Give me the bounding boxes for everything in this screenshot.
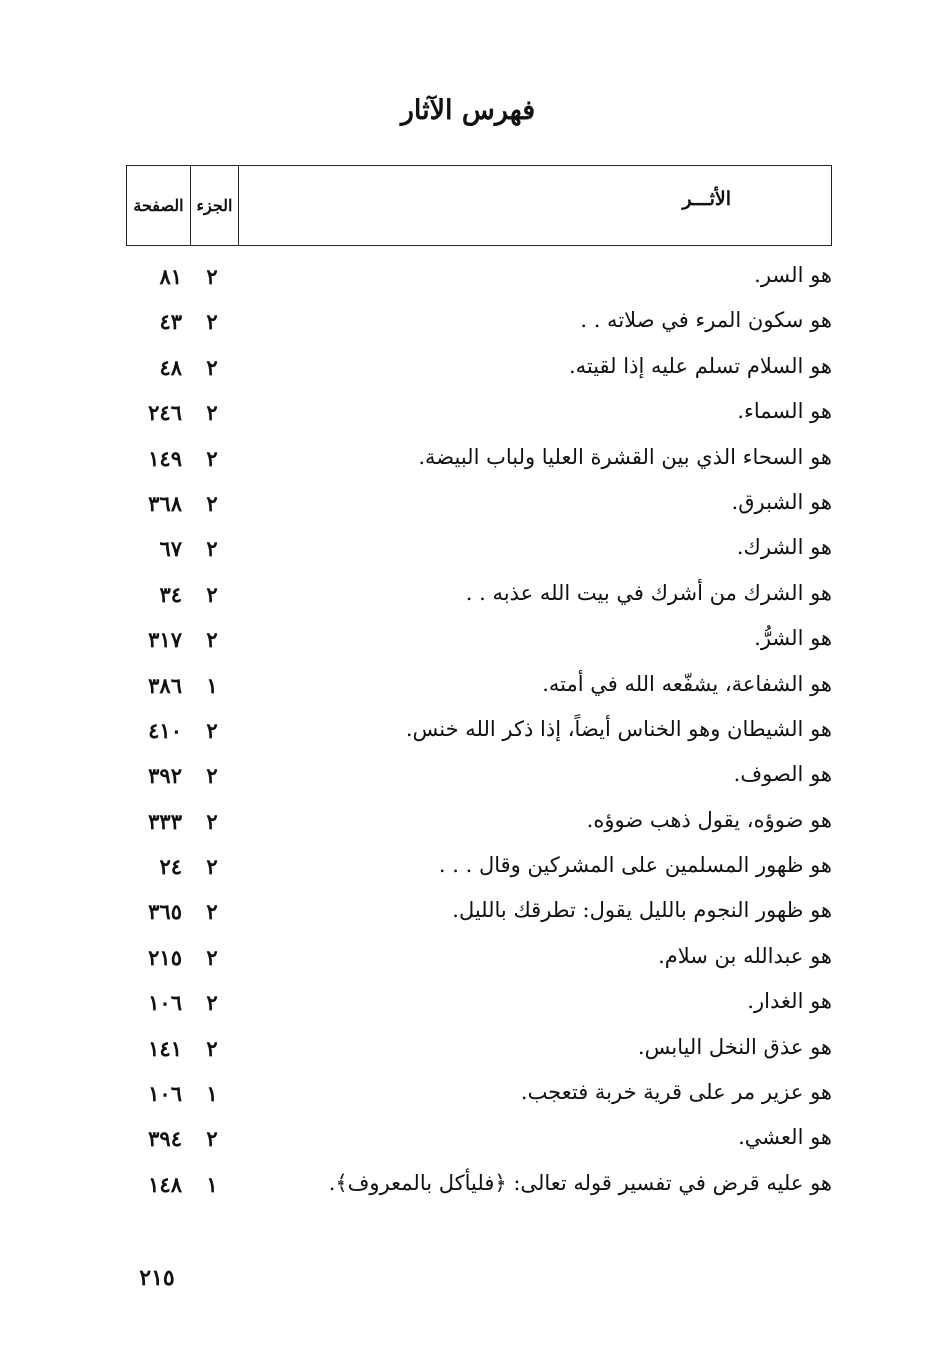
part-number: ١ — [206, 1081, 218, 1107]
index-row — [0, 302, 936, 347]
part-number: ٢ — [206, 264, 218, 289]
page-number: ٢٤ — [159, 854, 182, 880]
index-table-header — [126, 165, 832, 246]
index-row — [0, 1074, 936, 1119]
part-number: ٢ — [206, 763, 218, 789]
part-number: ٢ — [206, 354, 218, 380]
part-number: ٢ — [206, 536, 218, 562]
index-row — [0, 1119, 936, 1164]
athar-text: هو ظهور المسلمين على المشركين وقال . . . — [438, 853, 832, 878]
part-number: ٢ — [206, 445, 218, 471]
athar-text: هو الصوف. — [733, 762, 832, 787]
part-number: ٢ — [206, 899, 218, 925]
athar-text: هو سكون المرء في صلاته . . — [580, 308, 832, 333]
index-row — [0, 847, 936, 892]
index-row — [0, 620, 936, 665]
athar-text: هو ظهور النجوم بالليل يقول: تطرقك بالليل. — [452, 898, 832, 923]
page-number: ٣٣٣ — [148, 808, 182, 834]
index-row — [0, 257, 936, 302]
part-number: ٢ — [206, 309, 218, 335]
page-number: ٦٧ — [159, 536, 182, 562]
part-number: ٢ — [206, 808, 218, 834]
page-number: ٤٨ — [159, 354, 182, 380]
athar-text: هو عبدالله بن سلام. — [658, 943, 832, 968]
part-number: ٢ — [206, 944, 218, 970]
page-number: ٣٨٦ — [148, 672, 182, 698]
page-number: ١٠٦ — [148, 990, 182, 1016]
page-number: ١٤١ — [148, 1035, 182, 1061]
page-number: ٤١٠ — [148, 717, 182, 743]
column-header-page: الصفحة — [127, 166, 191, 245]
part-number: ١ — [206, 1171, 218, 1197]
part-number: ٢ — [206, 717, 218, 743]
part-number: ٢ — [206, 854, 218, 880]
part-number: ٢ — [206, 990, 218, 1016]
index-row — [0, 711, 936, 756]
part-number: ٢ — [206, 581, 218, 607]
page-number: ٢٤٦ — [148, 400, 182, 426]
part-number: ٢ — [206, 1126, 218, 1152]
index-table-body — [0, 257, 936, 1210]
athar-text: هو السحاء الذي بين القشرة العليا ولباب البيضة. — [418, 444, 832, 469]
athar-text: هو الشرُّ. — [754, 626, 832, 651]
index-row — [0, 892, 936, 937]
column-header-athar: الأثـــر — [682, 188, 731, 210]
athar-text: هو السماء. — [737, 399, 832, 424]
page-number: ١٤٩ — [148, 445, 182, 471]
index-row — [0, 348, 936, 393]
athar-text: هو الشرك. — [736, 535, 832, 560]
index-row — [0, 393, 936, 438]
athar-text: هو السر. — [754, 263, 832, 287]
index-row — [0, 938, 936, 983]
index-row — [0, 439, 936, 484]
page-number: ٤٣ — [159, 309, 182, 335]
athar-text: هو الشيطان وهو الخناس أيضاً، إذا ذكر الله خنس. — [405, 716, 832, 741]
part-number: ٢ — [206, 400, 218, 426]
athar-text: هو عزير مر على قرية خربة فتعجب. — [520, 1080, 832, 1105]
part-number: ٢ — [206, 490, 218, 516]
part-number: ٢ — [206, 627, 218, 653]
column-header-part: الجزء — [191, 166, 239, 245]
athar-text: هو الشبرق. — [731, 489, 832, 514]
index-row — [0, 484, 936, 529]
athar-text: هو السلام تسلم عليه إذا لقيته. — [568, 353, 832, 378]
index-row — [0, 529, 936, 574]
athar-text: هو الشرك من أشرك في بيت الله عذبه . . — [465, 580, 832, 605]
athar-text: هو الغدار. — [747, 989, 832, 1014]
page-title: فهرس الآثار — [400, 95, 536, 126]
page-number: ٨١ — [159, 264, 182, 289]
page-number: ٣٩٤ — [148, 1126, 182, 1152]
athar-text: هو عليه قرض في تفسير قوله تعالى: ﴿فليأكل بالمعروف﴾. — [328, 1170, 832, 1195]
page-number: ٣١٧ — [148, 627, 182, 653]
index-row — [0, 575, 936, 620]
page-number: ١٠٦ — [148, 1081, 182, 1107]
index-row — [0, 802, 936, 847]
athar-text: هو عذق النخل اليابس. — [637, 1034, 832, 1059]
page-folio-number: ٢١٥ — [139, 1265, 175, 1291]
page-number: ١٤٨ — [148, 1171, 182, 1197]
page-number: ٣٦٥ — [148, 899, 182, 925]
index-row — [0, 666, 936, 711]
part-number: ١ — [206, 672, 218, 698]
page-number: ٣٤ — [159, 581, 182, 607]
page-number: ٣٩٢ — [148, 763, 182, 789]
index-row — [0, 1029, 936, 1074]
page-number: ٣٦٨ — [148, 490, 182, 516]
page-number: ٢١٥ — [148, 944, 182, 970]
part-number: ٢ — [206, 1035, 218, 1061]
athar-text: هو ضوؤه، يقول ذهب ضوؤه. — [586, 807, 832, 832]
index-row — [0, 983, 936, 1028]
index-row — [0, 1165, 936, 1210]
index-row — [0, 756, 936, 801]
athar-text: هو العشي. — [738, 1125, 832, 1150]
athar-text: هو الشفاعة، يشفّعه الله في أمته. — [542, 671, 832, 696]
